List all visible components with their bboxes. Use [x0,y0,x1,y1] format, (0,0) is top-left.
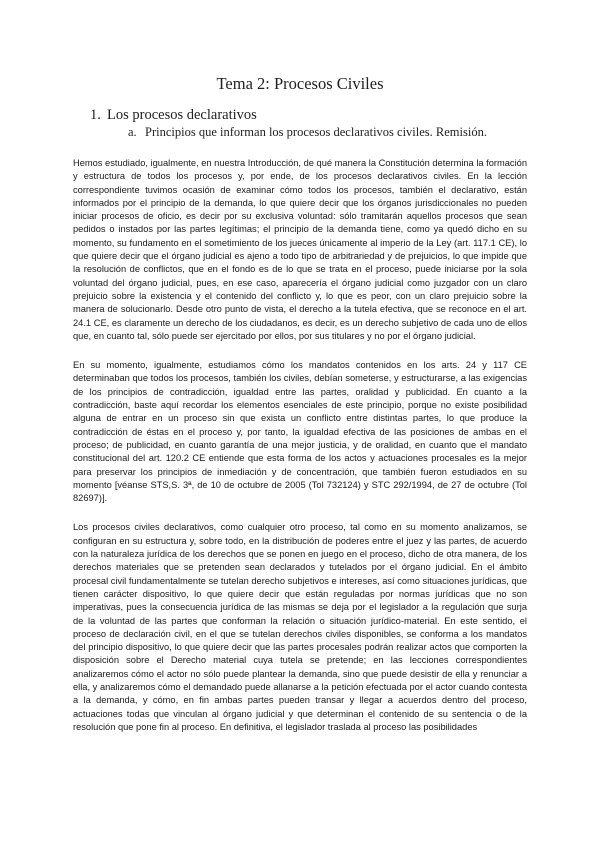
subsection-heading-text: Principios que informan los procesos declarativos civiles. Remisión. [145,125,487,139]
section-number: 1. [90,107,101,123]
section-heading [90,107,257,124]
paragraph-1: Hemos estudiado, igualmente, en nuestra Introducción, de qué manera la Constitución determina la formación y estructura de todos los procesos y, por ende, de los procesos declarativos civiles. En la lección correspondiente tuvimos ocasión de examinar cómo todos los procesos, también el declarativo, están informados por el principio de la demanda, lo que quiere decir que los órganos jurisdiccionales no pueden iniciar procesos de oficio, es decir por su exclusiva voluntad: sólo tramitarán aquellos procesos que sean pedidos o instados por las partes legítimas; el principio de la demanda tiene, como ya quedó dicho en su momento, su fundamento en el sometimiento de los jueces únicamente al imperio de la Ley (art. 117.1 CE), lo que quiere decir que el órgano judicial es ajeno a todo tipo de arbitrariedad y de prejuicios, lo que impide que la resolución de conflictos, que en el fondo es de lo que se trata en el proceso, puede iniciarse por la sola voluntad del órgano judicial, pues, en ese caso, aparecería el órgano judicial como juzgador con un claro prejuicio sobre la existencia y el contenido del conflicto y, lo que es peor, con un claro prejuicio sobre la manera de solucionarlo. Desde otro punto de vista, el derecho a la tutela efectiva, que se reconoce en el art. 24.1 CE, es claramente un derecho de los ciudadanos, es decir, es un derecho subjetivo de cada uno de ellos que, en cuanto tal, sólo puede ser ejercitado por ellos, por sus titulares y no por el órgano judicial. [73,158,527,341]
document-title: Tema 2: Procesos Civiles [216,74,384,93]
paragraph-2: En su momento, igualmente, estudiamos cómo los mandatos contenidos en los arts. 24 y 117 CE determinaban que todos los procesos, también los civiles, debían someterse, y estructurarse, a las exigencias de los principios de contradicción, igualdad entre las partes, oralidad y publicidad. En cuanto a la contradicción, baste aquí recordar los elementos esenciales de este principio, porque no existe posibilidad alguna de entrar en un proceso sin que exista un conflicto entre distintas partes, lo que produce la contradicción de éstas en el proceso y, por tanto, la igualdad efectiva de las posiciones de ambas en el proceso; de publicidad, en cuanto garantía de una mejor justicia, y de oralidad, en cuanto que el mandato constitucional del art. 120.2 CE entiende que esta forma de los actos y actuaciones procesales es la mejor para preservar los principios de inmediación y de concentración, que también fueron estudiados en su momento [véanse STS,S. 3ª, de 10 de octubre de 2005 (Tol 732124) y STC 292/1994, de 27 de octubre (Tol 82697)]. [73,360,527,504]
subsection-letter: a. [128,125,137,139]
subsection-heading [128,125,487,140]
document-body [73,157,527,750]
section-heading-text: Los procesos declarativos [107,107,257,123]
paragraph-3: Los procesos civiles declarativos, como cualquier otro proceso, tal como en su momento analizamos, se configuran en su estructura y, sobre todo, en la distribución de poderes entre el juez y las partes, de acuerdo con la naturaleza jurídica de los derechos que se ponen en juego en el proceso, dicho de otra manera, de los derechos materiales que se pretenden sean declarados y tutelados por el órgano judicial. En el ámbito procesal civil fundamentalmente se tutelan derecho subjetivos e intereses, así como situaciones jurídicas, que tienen carácter dispositivo, lo que quiere decir que están reguladas por normas jurídicas que no son imperativas, pues la consecuencia jurídica de las mismas se deja por el legislador a la regulación que surja de la voluntad de las partes que conforman la relación o situación jurídico-material. En este sentido, el proceso de declaración civil, en el que se tutelan derechos civiles disponibles, se conforma a los mandatos del principio dispositivo, lo que quiere decir que las partes procesales podrán realizar actos que comporten la disposición sobre el Derecho material cuya tutela se pretende; en las lecciones correspondientes analizaremos cómo el actor no sólo puede plantear la demanda, sino que puede desistir de ella y renunciar a ella, y analizaremos cómo el demandado puede allanarse a la petición efectuada por el actor cuando contesta a la demanda, y cómo, en fin ambas partes pueden transar y llegar a acuerdos dentro del proceso, actuaciones todas que vinculan al órgano judicial y que determinan el contenido de su sentencia o de la resolución que pone fin al proceso. En definitiva, el legislador traslada al proceso las posibilidades [73,522,527,732]
